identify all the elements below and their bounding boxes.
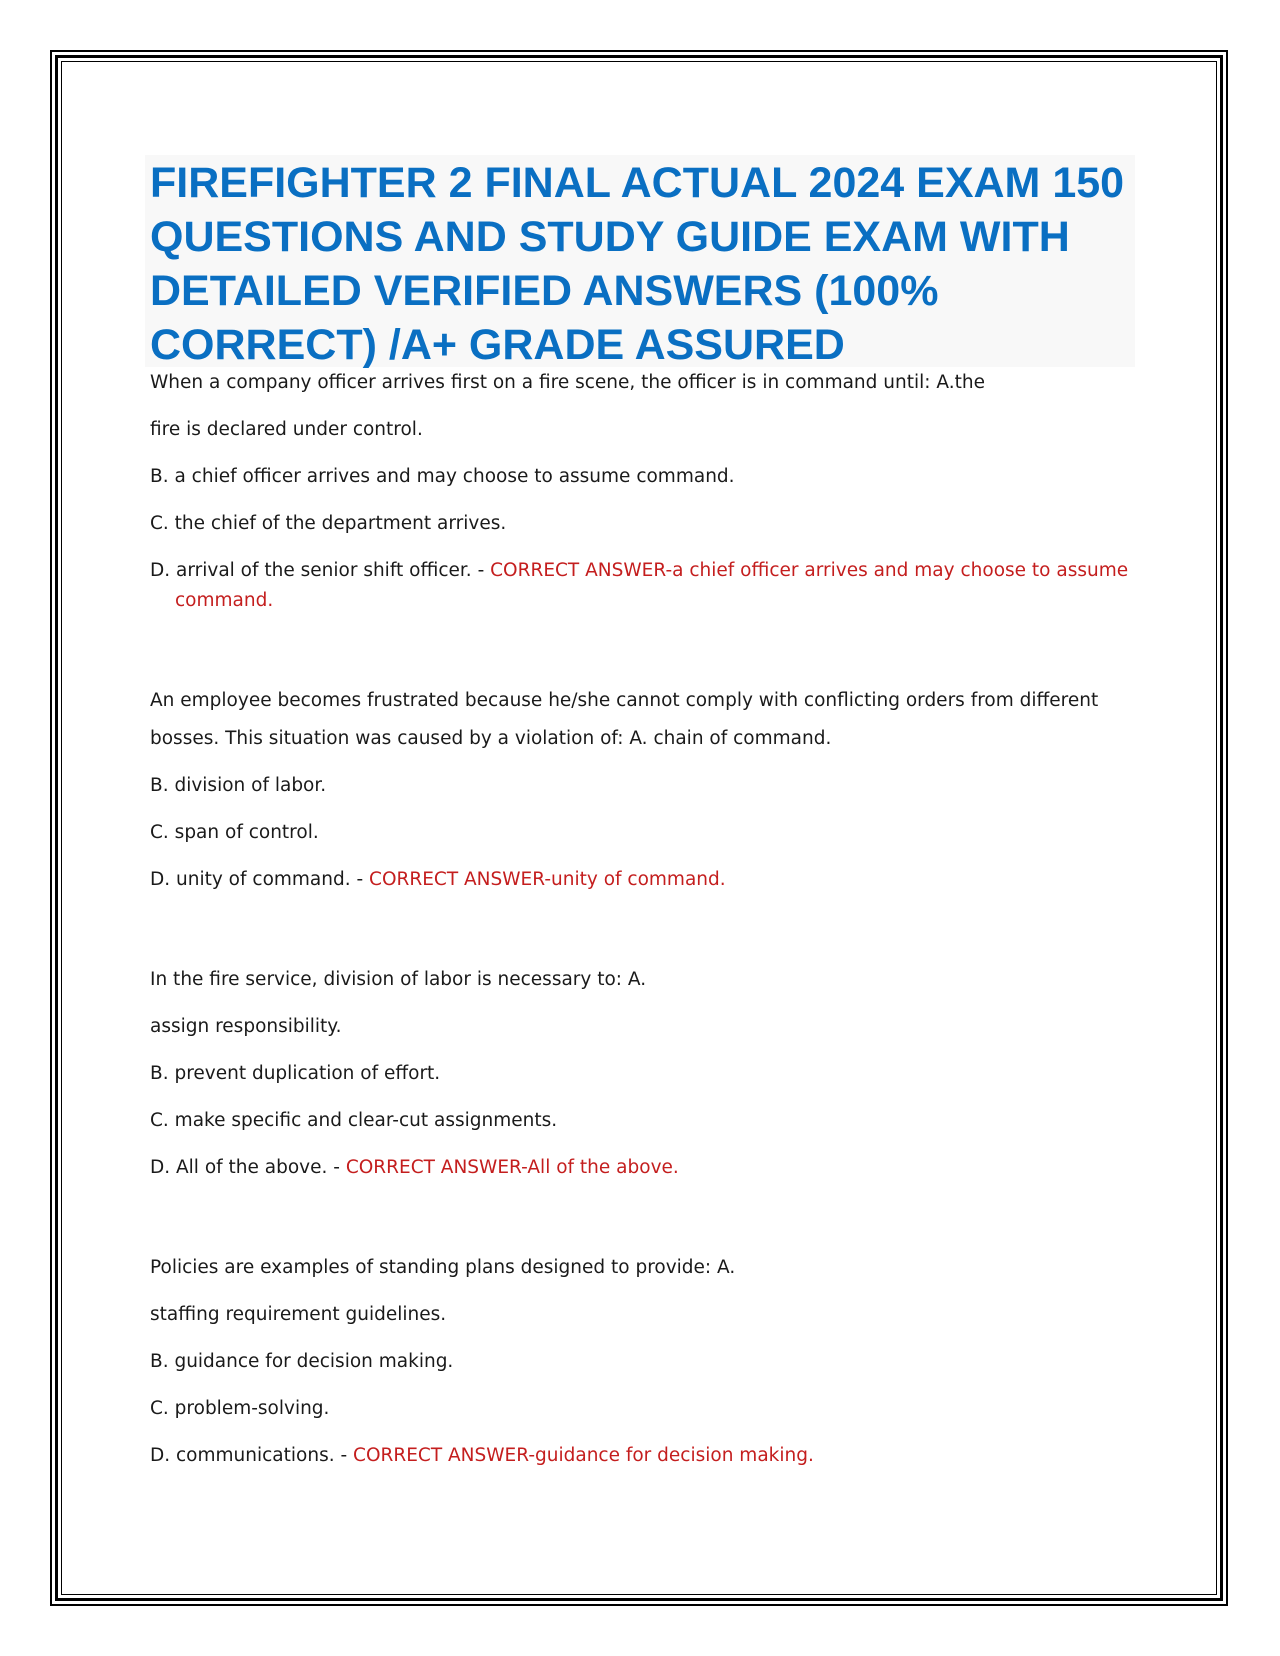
option-d-with-answer (150, 1441, 1135, 1471)
option-b: B. a chief officer arrives and may choose to assume command. (150, 466, 735, 487)
question-stem-line-1: Policies are examples of standing plans designed to provide: A. (150, 1257, 736, 1278)
option-b: B. prevent duplication of effort. (150, 1063, 441, 1084)
option-c: C. make specific and clear-cut assignments. (150, 1110, 558, 1131)
question-3 (150, 965, 1135, 1183)
option-d: D. communications. - (150, 1445, 354, 1466)
option-b: B. guidance for decision making. (150, 1351, 454, 1372)
question-stem-line-2: fire is declared under control. (150, 419, 423, 440)
option-d: D. unity of command. - (150, 869, 370, 890)
option-d: D. All of the above. - (150, 1157, 346, 1178)
question-stem-line-1: In the fire service, division of labor is necessary to: A. (150, 969, 647, 990)
correct-answer: CORRECT ANSWER-a chief officer arrives and may choose to assume command. (175, 560, 1129, 611)
question-stem-line-2: assign responsibility. (150, 1016, 342, 1037)
correct-answer: CORRECT ANSWER-guidance for decision making. (353, 1445, 814, 1466)
question-4 (150, 1253, 1135, 1471)
question-stem-line-1: When a company officer arrives first on a fire scene, the officer is in command until: A.the (150, 372, 985, 393)
correct-answer: CORRECT ANSWER-All of the above. (345, 1157, 679, 1178)
option-d-with-answer (150, 865, 1135, 895)
question-stem-line-2: staffing requirement guidelines. (150, 1304, 447, 1325)
option-c: C. the chief of the department arrives. (150, 513, 507, 534)
question-list (150, 368, 1135, 1541)
option-c: C. problem-solving. (150, 1398, 330, 1419)
question-1 (150, 368, 1135, 616)
option-c: C. span of control. (150, 822, 319, 843)
question-stem-line-2: bosses. This situation was caused by a violation of: A. chain of command. (150, 728, 832, 749)
correct-answer: CORRECT ANSWER-unity of command. (369, 869, 726, 890)
option-d-with-answer (150, 556, 1135, 616)
question-stem-line-1: An employee becomes frustrated because he/she cannot comply with conflicting orders from different (150, 690, 1099, 711)
question-2 (150, 686, 1135, 895)
option-d-with-answer (150, 1153, 1135, 1183)
document-title: FIREFIGHTER 2 FINAL ACTUAL 2024 EXAM 150 QUESTIONS AND STUDY GUIDE EXAM WITH DETAILED VERIFIED ANSWERS (100% CORRECT) /A+ GRADE ASSURED (150, 159, 1125, 369)
option-d: D. arrival of the senior shift officer. - (150, 560, 491, 581)
option-b: B. division of labor. (150, 775, 327, 796)
